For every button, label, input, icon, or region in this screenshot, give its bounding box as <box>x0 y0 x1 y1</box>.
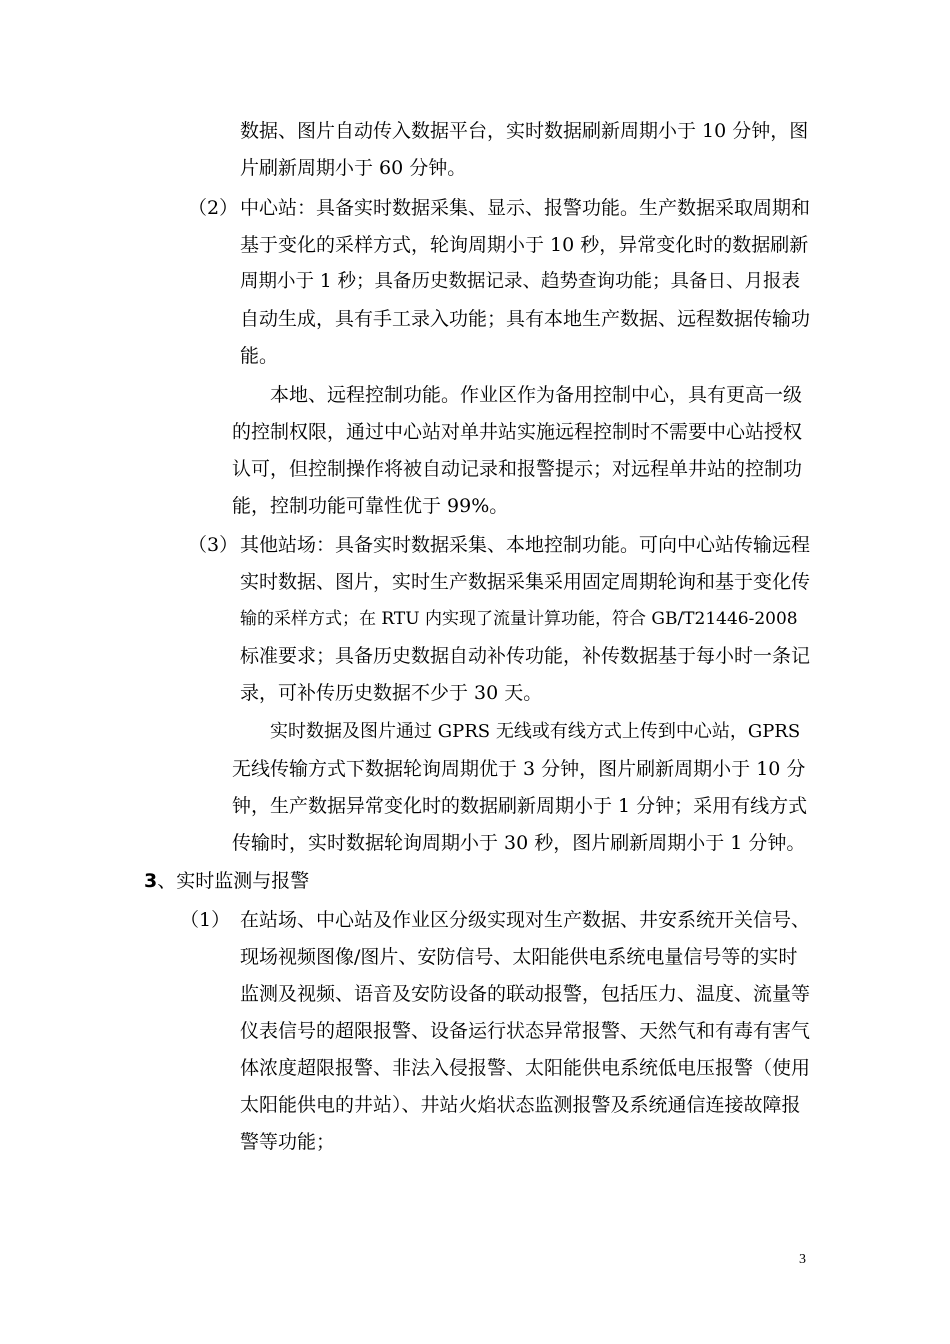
section-heading <box>144 869 309 893</box>
section-title: 、实时监测与报警 <box>157 870 310 892</box>
item-label: （3） <box>188 534 239 556</box>
paragraph-line: 中心站：具备实时数据采集、显示、报警功能。生产数据采取周期和 <box>240 197 811 219</box>
section-number: 3 <box>144 870 158 892</box>
paragraph-line: 其他站场：具备实时数据采集、本地控制功能。可向中心站传输远程 <box>240 534 811 556</box>
paragraph-line: 片刷新周期小于 60 分钟。 <box>240 157 467 179</box>
paragraph-line: 警等功能； <box>240 1131 336 1153</box>
paragraph-line: 实时数据及图片通过 GPRS 无线或有线方式上传到中心站，GPRS <box>270 721 801 742</box>
paragraph-line: 监测及视频、语音及安防设备的联动报警，包括压力、温度、流量等 <box>240 983 811 1005</box>
paragraph-line: 实时数据、图片，实时生产数据采集采用固定周期轮询和基于变化传 <box>240 571 811 593</box>
paragraph-line: 在站场、中心站及作业区分级实现对生产数据、井安系统开关信号、 <box>240 909 811 931</box>
paragraph-line: 传输时，实时数据轮询周期小于 30 秒，图片刷新周期小于 1 分钟。 <box>232 832 806 854</box>
paragraph-line: 能。 <box>240 345 279 367</box>
paragraph-line: 能，控制功能可靠性优于 99%。 <box>232 495 509 517</box>
paragraph-line: 钟，生产数据异常变化时的数据刷新周期小于 1 分钟；采用有线方式 <box>232 795 808 817</box>
item-label: （1） <box>180 909 231 931</box>
paragraph-line: 周期小于 1 秒；具备历史数据记录、趋势查询功能；具备日、月报表 <box>240 271 801 292</box>
paragraph-line: 录，可补传历史数据不少于 30 天。 <box>240 682 543 704</box>
paragraph-line: 认可，但控制操作将被自动记录和报警提示；对远程单井站的控制功 <box>232 458 803 480</box>
paragraph-line: 仪表信号的超限报警、设备运行状态异常报警、天然气和有毒有害气 <box>240 1020 811 1042</box>
paragraph-line: 本地、远程控制功能。作业区作为备用控制中心，具有更高一级 <box>270 384 803 406</box>
paragraph-line: 现场视频图像/图片、安防信号、太阳能供电系统电量信号等的实时 <box>240 946 798 968</box>
paragraph-line: 基于变化的采样方式，轮询周期小于 10 秒，异常变化时的数据刷新 <box>240 234 809 256</box>
paragraph-line: 太阳能供电的井站）、井站火焰状态监测报警及系统通信连接故障报 <box>240 1094 801 1116</box>
page-number: 3 <box>799 1252 806 1267</box>
paragraph-line: 输的采样方式；在 RTU 内实现了流量计算功能，符合 GB/T21446-2008 <box>240 609 798 629</box>
paragraph-line: 体浓度超限报警、非法入侵报警、太阳能供电系统低电压报警（使用 <box>240 1057 811 1079</box>
paragraph-line: 无线传输方式下数据轮询周期优于 3 分钟，图片刷新周期小于 10 分 <box>232 758 806 780</box>
paragraph-line: 数据、图片自动传入数据平台，实时数据刷新周期小于 10 分钟，图 <box>240 120 809 142</box>
paragraph-line: 标准要求；具备历史数据自动补传功能，补传数据基于每小时一条记 <box>240 645 811 667</box>
paragraph-line: 自动生成，具有手工录入功能；具有本地生产数据、远程数据传输功 <box>240 308 811 330</box>
paragraph-line: 的控制权限，通过中心站对单井站实施远程控制时不需要中心站授权 <box>232 421 803 443</box>
item-label: （2） <box>188 197 239 219</box>
